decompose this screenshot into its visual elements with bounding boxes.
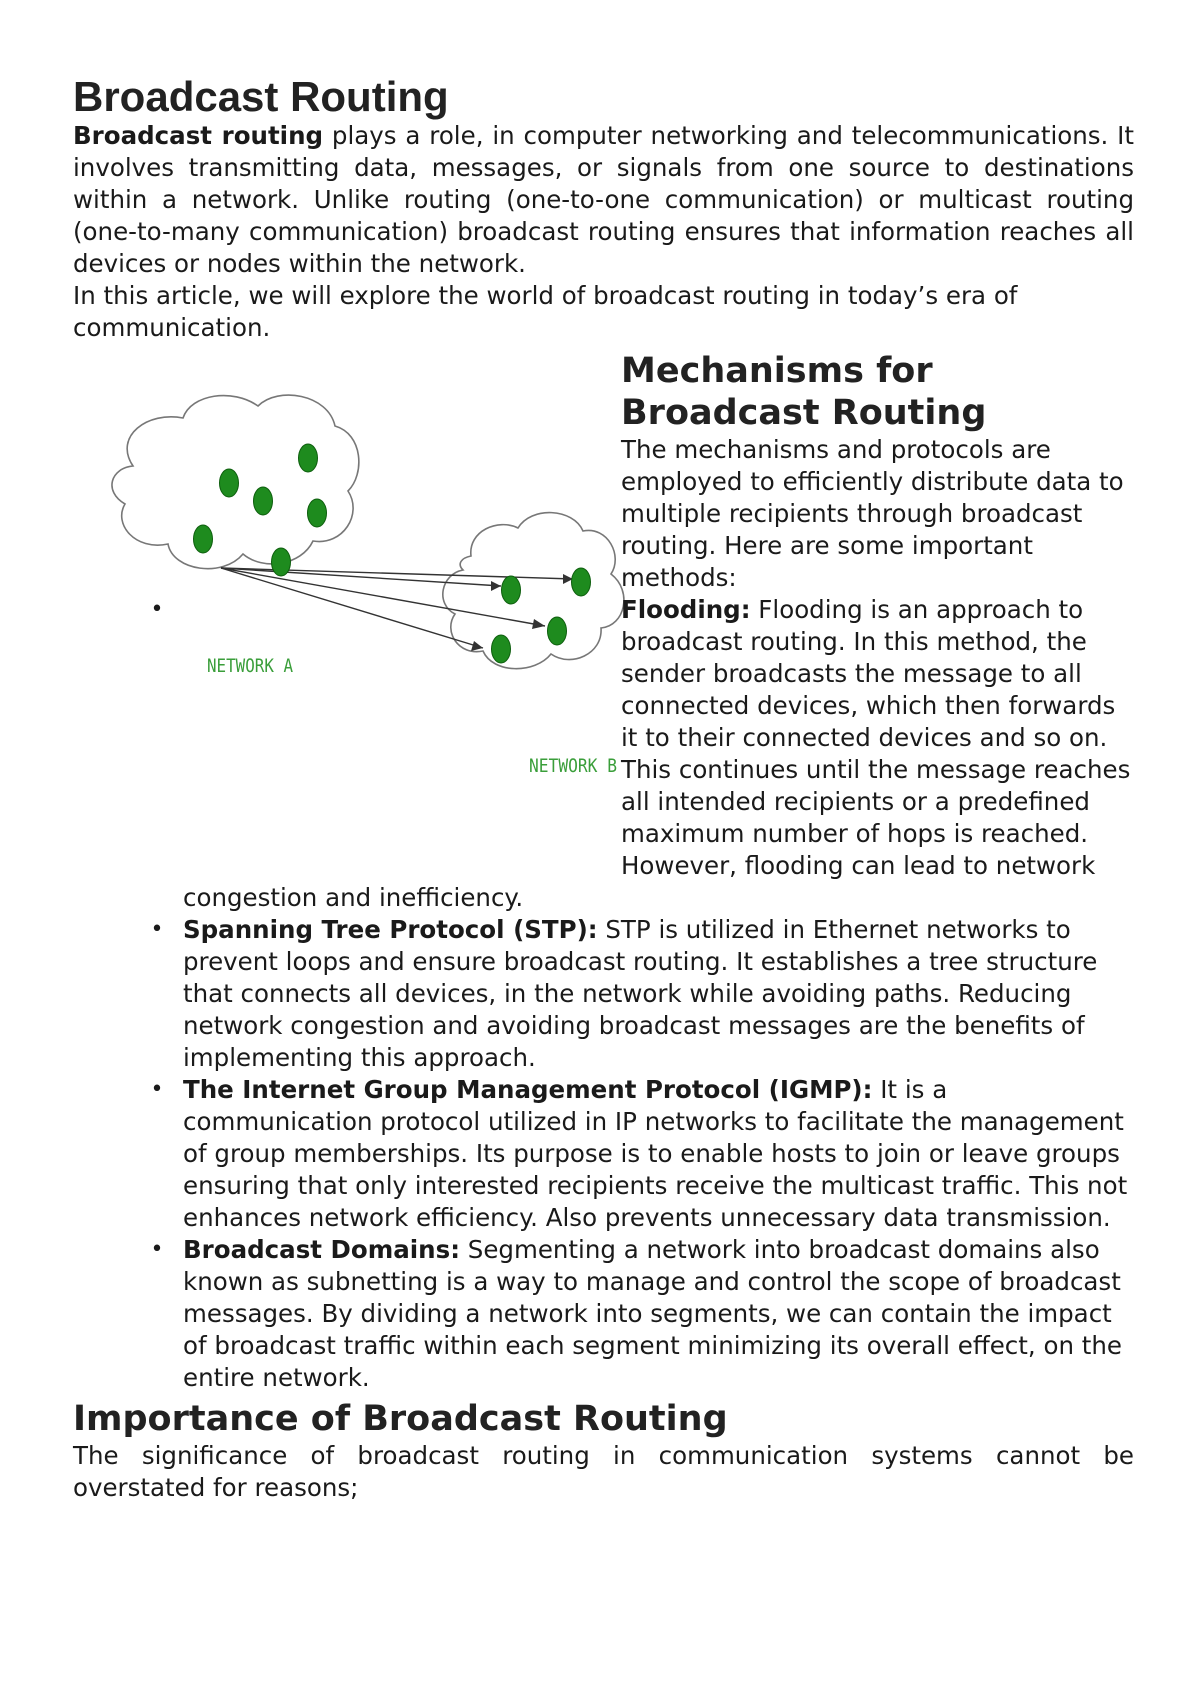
intro-bold-term: Broadcast routing bbox=[73, 121, 324, 150]
node bbox=[254, 487, 273, 515]
node bbox=[572, 568, 591, 596]
intro-text: plays a role, in computer networking and telecommunications. It involves transmitting data, messages, or signals from one source to destinations within a network. Unlike routing (one-to-one communication) or multicast routing (one-to-many communication) broadcast routing ensures that information reaches all devices or nodes within the network. bbox=[73, 121, 1135, 278]
network-b-label: NETWORK B bbox=[529, 755, 617, 777]
methods-list bbox=[73, 594, 1134, 1394]
list-item bbox=[150, 1234, 1134, 1394]
importance-heading: Importance of Broadcast Routing bbox=[73, 1399, 728, 1439]
list-item bbox=[150, 1074, 1134, 1234]
node bbox=[308, 499, 327, 527]
network-a-label: NETWORK A bbox=[207, 655, 294, 677]
mechanisms-intro: The mechanisms and protocols are employed to efficiently distribute data to multiple recipients through broadcast routing. Here are some important methods: bbox=[621, 435, 1124, 592]
importance-text: The significance of broadcast routing in communication systems cannot be overstated for reasons; bbox=[73, 1441, 1134, 1502]
item-text: It is a communication protocol utilized in IP networks to facilitate the management of group memberships. Its purpose is to enable hosts to join or leave groups ensuring that only interested recipients receive the multicast traffic. This not enhances network efficiency. Also prevents unnecessary data transmission. bbox=[183, 1075, 1128, 1232]
item-term: The Internet Group Management Protocol (IGMP): bbox=[183, 1075, 873, 1104]
list-item bbox=[150, 914, 1134, 1074]
bullet-glyph: • bbox=[150, 597, 164, 622]
bullet-glyph: • bbox=[150, 917, 164, 942]
node bbox=[299, 444, 318, 472]
node bbox=[272, 548, 291, 576]
list-item bbox=[150, 594, 1134, 914]
node bbox=[220, 469, 239, 497]
item-text: Segmenting a network into broadcast domains also known as subnetting is a way to manage and control the scope of broadcast messages. By dividing a network into segments, we can contain the impact of broadcast traffic within each segment minimizing its overall effect, on the entire network. bbox=[183, 1235, 1122, 1392]
mechanisms-heading: Mechanisms for Broadcast Routing bbox=[621, 351, 987, 433]
item-term: Spanning Tree Protocol (STP): bbox=[183, 915, 598, 944]
item-term: Flooding: bbox=[621, 595, 751, 624]
bullet-glyph: • bbox=[150, 1077, 164, 1102]
item-text: STP is utilized in Ethernet networks to prevent loops and ensure broadcast routing. It establishes a tree structure that connects all devices, in the network while avoiding paths. Reducing network congestion and avoiding broadcast messages are the benefits of implementing this approach. bbox=[183, 915, 1098, 1072]
article-line: In this article, we will explore the world of broadcast routing in today’s era of communication. bbox=[73, 281, 1018, 342]
item-term: Broadcast Domains: bbox=[183, 1235, 460, 1264]
node bbox=[194, 525, 213, 553]
network-a-nodes bbox=[194, 444, 327, 576]
bullet-glyph: • bbox=[150, 1237, 164, 1262]
intro-paragraph bbox=[73, 120, 1134, 280]
item-text: Flooding is an approach to broadcast routing. In this method, the sender broadcasts the message to all connected devices, which then forwards it to their connected devices and so on. This continues until the message reaches all intended recipients or a predefined maximum number of hops is reached. However, flooding can lead to network congestion and inefficiency. bbox=[183, 595, 1131, 912]
page-title: Broadcast Routing bbox=[73, 73, 449, 120]
